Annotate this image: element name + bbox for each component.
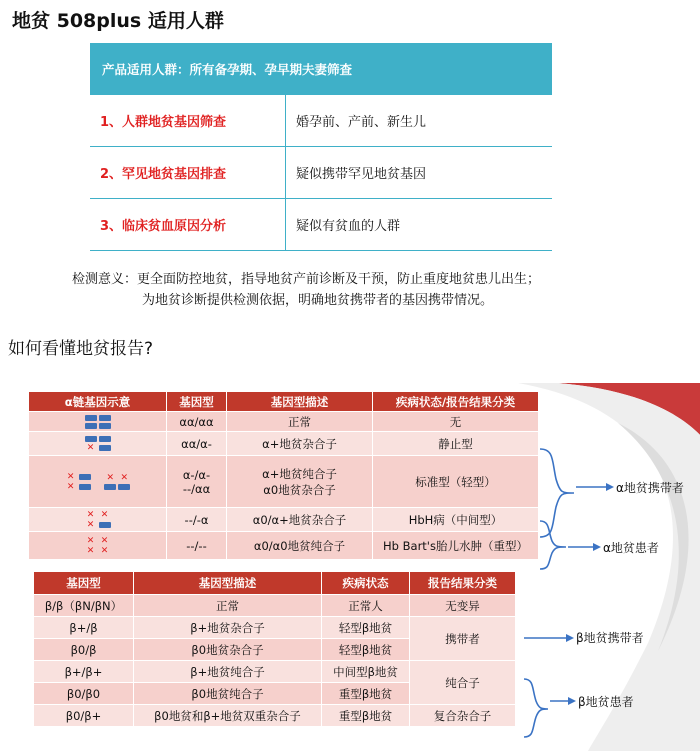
genotype: --/--	[167, 532, 227, 560]
alpha-patient-label: α地贫患者	[603, 541, 659, 555]
row-desc: 疑似携带罕见地贫基因	[296, 167, 427, 182]
gene-diagram: ✕ ✕ ✕	[29, 508, 167, 532]
gene-diagram: ✕	[29, 432, 167, 456]
section-title: 如何看懂地贫报告?	[8, 339, 154, 359]
row-name: 3、临床贫血原因分析	[90, 199, 286, 250]
significance-note-line2: 为地贫诊断提供检测依据，明确地贫携带者的基因携带情况。	[142, 293, 494, 308]
status: 中间型β地贫	[322, 661, 410, 683]
col-header: α链基因示意	[29, 392, 167, 412]
col-header: 基因型描述	[134, 572, 322, 595]
status: 重型β地贫	[322, 683, 410, 705]
genotype: αα/α-	[167, 432, 227, 456]
genotype-desc: α+地贫杂合子	[227, 432, 373, 456]
result-class: 复合杂合子	[410, 705, 516, 727]
applicable-population-table	[90, 43, 552, 251]
beta-patient-label: β地贫患者	[578, 695, 634, 709]
table-header: 产品适用人群：所有备孕期、孕早期夫妻筛查	[90, 43, 552, 95]
arrowhead	[606, 483, 614, 491]
result-class: 携带者	[410, 617, 516, 661]
beta-patient-brace	[524, 679, 548, 737]
genotype-desc: β+地贫纯合子	[134, 661, 322, 683]
row-desc: 婚孕前、产前、新生儿	[296, 115, 427, 130]
status: 静止型	[373, 432, 539, 456]
arrowhead	[566, 634, 574, 642]
status: HbH病（中间型）	[373, 508, 539, 532]
genotype-line: α-/α-	[182, 467, 211, 482]
genotype-desc: β0地贫杂合子	[134, 639, 322, 661]
arrowhead	[568, 697, 576, 705]
arrowhead	[593, 543, 601, 551]
genotype: β0/β0	[34, 683, 134, 705]
row-name: 2、罕见地贫基因排查	[90, 147, 286, 198]
result-class: 无变异	[410, 595, 516, 617]
genotype: β0/β	[34, 639, 134, 661]
genotype-line: --/αα	[182, 481, 211, 496]
significance-note-line1: 检测意义：更全面防控地贫，指导地贫产前诊断及干预，防止重度地贫患儿出生；	[72, 272, 541, 287]
status: 轻型β地贫	[322, 617, 410, 639]
status: Hb Bart's胎儿水肿（重型）	[373, 532, 539, 560]
result-class: 纯合子	[410, 661, 516, 705]
col-header: 基因型	[34, 572, 134, 595]
alpha-patient-brace	[540, 521, 566, 569]
table-row	[90, 95, 552, 147]
alpha-carrier-label: α地贫携带者	[616, 481, 684, 495]
desc-line: α0地贫杂合子	[263, 482, 336, 497]
status: 重型β地贫	[322, 705, 410, 727]
table-row	[90, 199, 552, 251]
col-header: 基因型描述	[227, 392, 373, 412]
genotype-desc: 正常	[227, 412, 373, 432]
genotype: β+/β+	[34, 661, 134, 683]
alpha-carrier-brace	[540, 449, 574, 537]
genotype: β+/β	[34, 617, 134, 639]
status: 无	[373, 412, 539, 432]
table-row	[90, 147, 552, 199]
desc-line: α+地贫纯合子	[262, 466, 337, 481]
genotype-desc: α0/α0地贫纯合子	[227, 532, 373, 560]
col-header: 报告结果分类	[410, 572, 516, 595]
col-header: 疾病状态/报告结果分类	[373, 392, 539, 412]
genotype-desc: 正常	[134, 595, 322, 617]
row-desc: 疑似有贫血的人群	[296, 219, 401, 234]
genotype: αα/αα	[167, 412, 227, 432]
gene-diagram: ✕ ✕ ✕ ✕	[29, 532, 167, 560]
report-guide-figure	[28, 383, 700, 751]
genotype: --/-α	[167, 508, 227, 532]
genotype: β/β（βN/βN）	[34, 595, 134, 617]
genotype-desc: β0地贫和β+地贫双重杂合子	[134, 705, 322, 727]
col-header: 基因型	[167, 392, 227, 412]
status: 正常人	[322, 595, 410, 617]
genotype-desc: α0/α+地贫杂合子	[227, 508, 373, 532]
status: 标准型（轻型）	[373, 456, 539, 508]
genotype-desc: β0地贫纯合子	[134, 683, 322, 705]
row-name: 1、人群地贫基因筛查	[90, 95, 286, 146]
gene-diagram: ✕ ✕ ✕ ✕	[29, 456, 167, 508]
col-header: 疾病状态	[322, 572, 410, 595]
genotype: β0/β+	[34, 705, 134, 727]
page-title: 地贫 508plus 适用人群	[12, 10, 224, 32]
beta-carrier-label: β地贫携带者	[576, 631, 644, 645]
status: 轻型β地贫	[322, 639, 410, 661]
genotype-desc: β+地贫杂合子	[134, 617, 322, 639]
